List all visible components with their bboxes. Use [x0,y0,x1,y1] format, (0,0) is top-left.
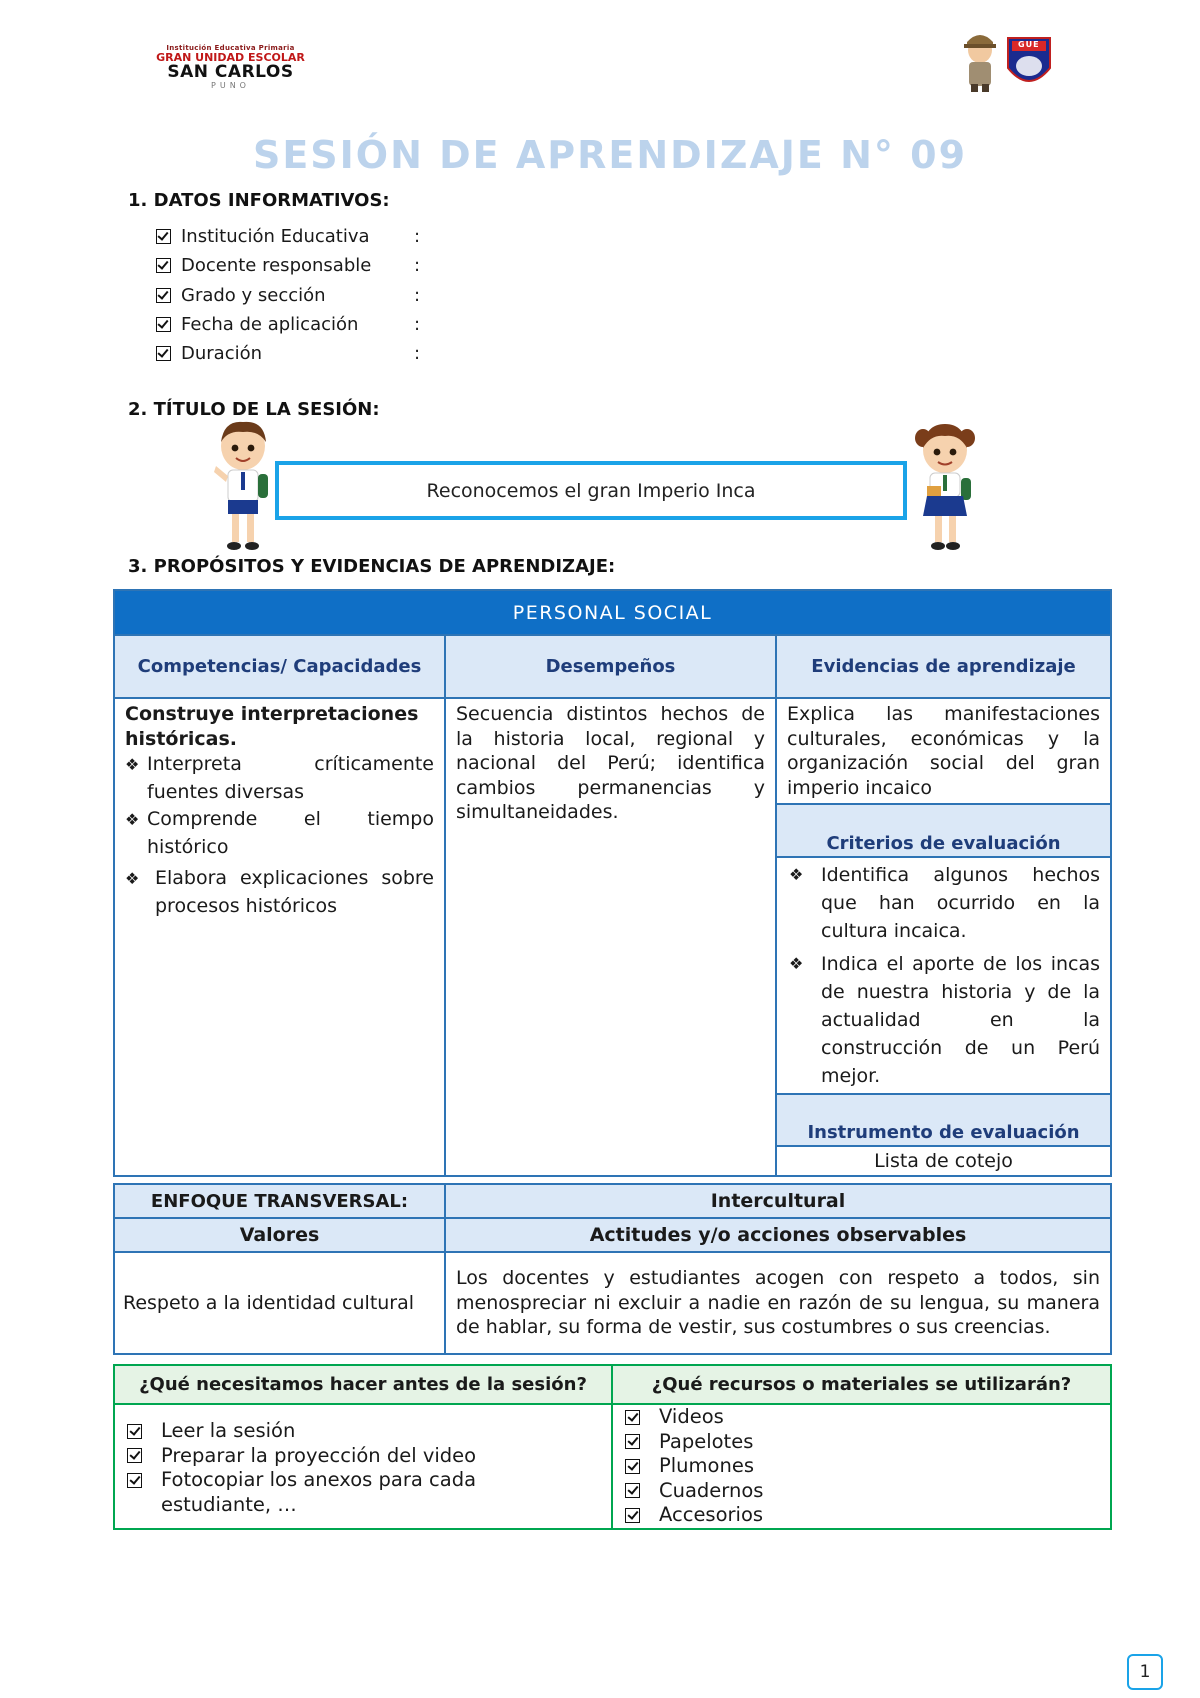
logo-line1: Institución Educativa Primaria [166,44,295,52]
evidencia-text: Explica las manifestaciones culturales, económicas y la organización social del gran imperio incaico [787,703,1101,799]
info-label: Duración [181,343,263,365]
logo-line3: SAN CARLOS [167,62,294,82]
capacidad-text: Interpreta críticamente fuentes diversas [147,753,434,803]
checkbox-icon [625,1410,640,1425]
emblem-badge-text: GUE [1018,40,1040,49]
checkbox-icon [625,1508,640,1523]
competencias-cell [114,698,445,1176]
col-header-competencias: Competencias/ Capacidades [114,635,445,698]
before-session-header: ¿Qué necesitamos hacer antes de la sesión? [114,1365,612,1404]
diamond-bullet-icon: ❖ [125,810,140,829]
section2-heading: 2. TÍTULO DE LA SESIÓN: [128,399,380,420]
before-item-text: Fotocopiar los anexos para cada estudiante, … [161,1468,477,1516]
checkbox-icon [127,1473,142,1488]
boy-illustration [212,420,274,556]
criterios-cell [776,857,1111,1094]
resource-item [625,1405,1098,1430]
before-item [127,1468,599,1517]
resource-item-text: Papelotes [659,1429,754,1453]
criterios-header: Criterios de evaluación [776,804,1111,857]
area-header: PERSONAL SOCIAL [114,590,1111,635]
checkbox-icon [127,1424,142,1439]
criterio-text: Indica el aporte de los incas de nuestra historia y de la actualidad en la construcción de un Perú mejor. [821,953,1101,1087]
resources-items-cell [612,1404,1111,1529]
preparation-table [113,1364,1112,1530]
checkbox-icon [156,229,171,244]
section1-heading: 1. DATOS INFORMATIVOS: [128,190,390,211]
checkbox-icon [156,258,171,273]
capacidad-item [125,806,434,861]
logo-line2: GRAN UNIDAD ESCOLAR [156,51,305,64]
valor-text: Respeto a la identidad cultural [123,1292,415,1314]
info-label: Grado y sección [181,284,326,306]
resource-item-text: Videos [659,1405,724,1428]
checkbox-icon [625,1459,640,1474]
instrumento-text: Lista de cotejo [874,1150,1013,1172]
info-sep: : [414,314,421,336]
resource-item-text: Plumones [659,1454,754,1477]
info-sep: : [414,284,421,306]
page-number [1127,1654,1163,1690]
resource-item [625,1454,1098,1479]
checkbox-icon [156,317,171,332]
logo-line4: PUNO [211,81,250,90]
resource-item-text: Cuadernos [659,1478,764,1502]
criterio-item [789,950,1100,1090]
section3-heading: 3. PROPÓSITOS Y EVIDENCIAS DE APRENDIZAJE: [128,556,616,577]
competencia-title: Construye interpretaciones históricas. [125,703,419,750]
diamond-bullet-icon: ❖ [789,954,804,973]
session-title: Reconocemos el gran Imperio Inca [426,479,756,502]
checkbox-icon [156,346,171,361]
resource-item-text: Accesorios [659,1503,764,1526]
info-label: Docente responsable [181,255,372,277]
page-title: SESIÓN DE APRENDIZAJE N° 09 [252,133,968,177]
info-row [156,281,420,310]
info-row [156,339,420,368]
diamond-bullet-icon: ❖ [125,755,140,774]
col-header-evidencias: Evidencias de aprendizaje [776,635,1111,698]
before-item [127,1419,599,1444]
instrumento-cell [776,1146,1111,1176]
desempeno-cell [445,698,776,1176]
enfoque-table [113,1183,1112,1355]
resource-item [625,1479,1098,1504]
checkbox-icon [625,1434,640,1449]
purposes-table [113,589,1112,1177]
school-logo [138,44,323,88]
evidencia-cell [776,698,1111,804]
criterio-text: Identifica algunos hechos que han ocurrido en la cultura incaica. [821,864,1101,942]
girl-illustration [913,420,977,556]
enfoque-label: ENFOQUE TRANSVERSAL: [114,1184,445,1218]
checkbox-icon [156,288,171,303]
instrumento-header: Instrumento de evaluación [776,1094,1111,1146]
actitudes-header: Actitudes y/o acciones observables [445,1218,1111,1252]
resource-item [625,1430,1098,1455]
capacidad-text: Comprende el tiempo histórico [147,808,434,858]
desempeno-text: Secuencia distintos hechos de la historia local, regional y nacional del Perú; identifica cambios permanencias y simultaneidades. [456,703,765,823]
info-sep: : [414,255,421,277]
info-sep: : [414,343,421,365]
checkbox-icon [127,1448,142,1463]
valores-header: Valores [114,1218,445,1252]
before-item-text: Leer la sesión [161,1419,296,1442]
info-label: Institución Educativa [181,226,370,248]
actitud-cell [445,1252,1111,1354]
capacidad-text: Elabora explicaciones sobre procesos históricos [155,867,434,917]
capacidad-item [125,751,434,806]
capacidad-item [125,865,434,920]
info-list [156,222,420,368]
resource-item [625,1503,1098,1528]
actitud-text: Los docentes y estudiantes acogen con respeto a todos, sin menospreciar ni excluir a nadie en razón de su lengua, su manera de hablar, su forma de vestir, sus costumbres o sus creencias. [456,1267,1100,1339]
before-item-text: Preparar la proyección del video [161,1443,477,1467]
info-row [156,251,420,280]
valor-cell [114,1252,445,1354]
info-label: Fecha de aplicación [181,314,359,336]
info-row [156,222,420,251]
diamond-bullet-icon: ❖ [125,869,140,888]
page-number-text: 1 [1139,1662,1151,1682]
enfoque-value: Intercultural [445,1184,1111,1218]
resources-header: ¿Qué recursos o materiales se utilizarán? [612,1365,1111,1404]
before-item [127,1444,599,1469]
checkbox-icon [625,1483,640,1498]
info-row [156,310,420,339]
info-sep: : [414,226,421,248]
before-items-cell [114,1404,612,1529]
school-emblem [950,28,1060,94]
diamond-bullet-icon: ❖ [789,865,804,884]
col-header-desempenos: Desempeños [445,635,776,698]
criterio-item [789,861,1100,945]
session-title-box [275,461,907,520]
